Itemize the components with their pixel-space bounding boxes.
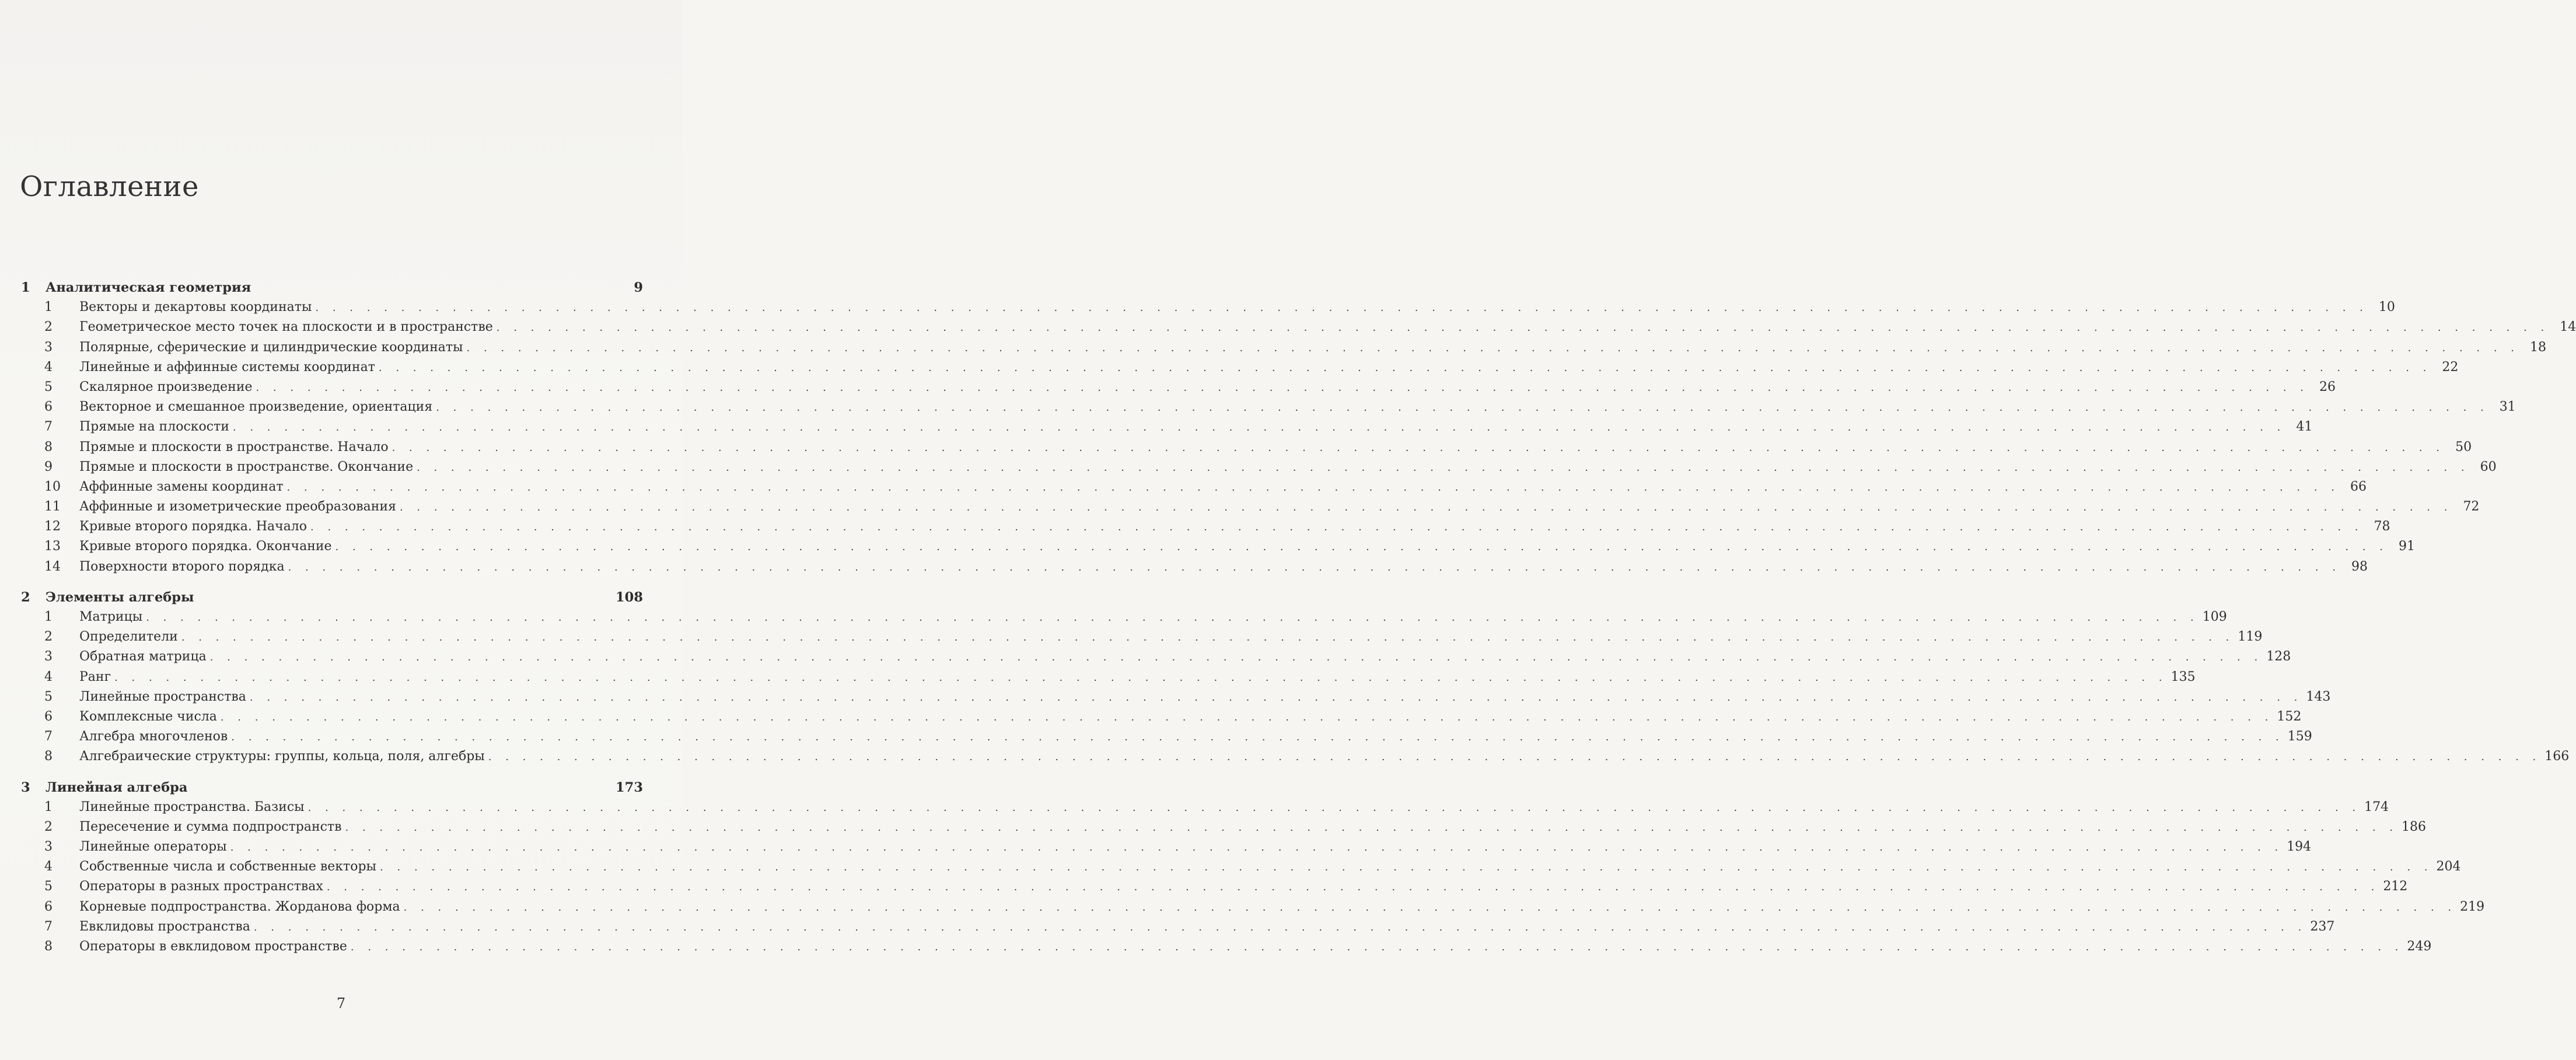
section-number: 7 <box>44 919 53 934</box>
dot-leader: . . . . . . . . . . . . . . . . . . . . . . . . . . . . . . . . . . . . . . . . . . . . . . . . . . . . . . . . . . . . . . . . . . . . . . . . . . . . . . . . . . . . . . . . . . . . . . . . . . . . . . . . . . . . . . . . . . . . . . . . <box>310 521 2364 534</box>
section-number: 6 <box>44 709 53 724</box>
section-entry[interactable] <box>21 497 2480 517</box>
section-number: 1 <box>44 610 53 624</box>
section-entry[interactable] <box>21 647 2291 667</box>
section-title: Корневые подпространства. Жорданова форма <box>79 899 400 914</box>
chapter-page-number: 173 <box>616 779 643 795</box>
section-page-number: 237 <box>2310 919 2335 934</box>
section-title: Прямые и плоскости в пространстве. Начало <box>79 439 389 454</box>
section-number: 8 <box>44 439 53 454</box>
section-title: Обратная матрица <box>79 649 207 664</box>
section-title: Операторы в разных пространствах <box>79 879 323 894</box>
section-page-number: 212 <box>2383 879 2408 894</box>
section-page-number: 194 <box>2287 839 2312 855</box>
section-page-number: 18 <box>2530 340 2547 355</box>
chapter-block <box>21 778 2485 957</box>
section-entry[interactable] <box>21 537 2416 557</box>
section-page-number: 72 <box>2463 499 2480 515</box>
section-entry[interactable] <box>21 377 2336 397</box>
section-page-number: 22 <box>2442 359 2459 375</box>
section-entry[interactable] <box>21 517 2390 537</box>
section-page-number: 31 <box>2499 400 2516 415</box>
section-page-number: 91 <box>2399 539 2416 554</box>
section-page-number: 50 <box>2455 439 2472 454</box>
section-title: Операторы в евклидовом пространстве <box>79 939 347 954</box>
section-page-number: 60 <box>2480 459 2497 474</box>
section-number: 8 <box>44 749 53 764</box>
section-title: Скалярное произведение <box>79 379 253 394</box>
dot-leader: . . . . . . . . . . . . . . . . . . . . . . . . . . . . . . . . . . . . . . . . . . . . . . . . . . . . . . . . . . . . . . . . . . . . . . . . . . . . . . . . . . . . . . . . . . . . . . . . . . . . . . . . . . . . . . . . . . . . . . . . <box>307 801 2361 814</box>
section-title: Линейные пространства. Базисы <box>79 799 305 814</box>
section-title: Поверхности второго порядка <box>79 559 285 574</box>
section-page-number: 98 <box>2351 559 2368 574</box>
section-page-number: 26 <box>2319 379 2336 394</box>
section-entry[interactable] <box>21 358 2459 377</box>
section-entry[interactable] <box>21 937 2432 957</box>
chapter-number: 2 <box>21 589 30 605</box>
chapter-entry[interactable] <box>21 278 643 298</box>
dot-leader: . . . . . . . . . . . . . . . . . . . . . . . . . . . . . . . . . . . . . . . . . . . . . . . . . . . . . . . . . . . . . . . . . . . . . . . . . . . . . . . . . . . . . . . . . . . . . . . . . . . . . . . . . . . . . . . . . . . . . . . . <box>345 821 2398 834</box>
section-title: Векторное и смешанное произведение, ориентация <box>79 400 433 415</box>
section-title: Полярные, сферические и цилиндрические координаты <box>79 340 463 355</box>
dot-leader: . . . . . . . . . . . . . . . . . . . . . . . . . . . . . . . . . . . . . . . . . . . . . . . . . . . . . . . . . . . . . . . . . . . . . . . . . . . . . . . . . . . . . . . . . . . . . . . . . . . . . . . . . . . . . . . . . . . . . . . . <box>230 841 2284 854</box>
dot-leader: . . . . . . . . . . . . . . . . . . . . . . . . . . . . . . . . . . . . . . . . . . . . . . . . . . . . . . . . . . . . . . . . . . . . . . . . . . . . . . . . . . . . . . . . . . . . . . . . . . . . . . . . . . . . . . . . . . . . . . . . <box>380 861 2433 874</box>
section-number: 5 <box>44 379 53 394</box>
section-entry[interactable] <box>21 877 2408 897</box>
table-of-contents <box>21 278 2576 967</box>
chapter-entry[interactable] <box>21 778 643 797</box>
section-title: Прямые и плоскости в пространстве. Окончание <box>79 459 414 474</box>
section-entry[interactable] <box>21 417 2313 437</box>
section-title: Геометрическое место точек на плоскости и в пространстве <box>79 320 493 335</box>
section-entry[interactable] <box>21 667 2196 687</box>
section-title: Алгебраические структуры: группы, кольца, поля, алгебры <box>79 749 485 764</box>
section-page-number: 14 <box>2560 320 2576 335</box>
chapter-page-number: 9 <box>634 280 643 295</box>
section-page-number: 119 <box>2238 629 2263 645</box>
section-page-number: 135 <box>2170 669 2196 684</box>
dot-leader: . . . . . . . . . . . . . . . . . . . . . . . . . . . . . . . . . . . . . . . . . . . . . . . . . . . . . . . . . . . . . . . . . . . . . . . . . . . . . . . . . . . . . . . . . . . . . . . . . . . . . . . . . . . . . . . . . . . . . . . . <box>146 611 2199 624</box>
chapter-title: Элементы алгебры <box>46 589 194 605</box>
section-entry[interactable] <box>21 557 2368 577</box>
page-title: Оглавление <box>20 170 199 203</box>
dot-leader: . . . . . . . . . . . . . . . . . . . . . . . . . . . . . . . . . . . . . . . . . . . . . . . . . . . . . . . . . . . . . . . . . . . . . . . . . . . . . . . . . . . . . . . . . . . . . . . . . . . . . . . . . . . . . . . . . . . . . . . . <box>232 421 2286 434</box>
section-entry[interactable] <box>21 817 2426 837</box>
section-title: Линейные пространства <box>79 689 246 704</box>
dot-leader: . . . . . . . . . . . . . . . . . . . . . . . . . . . . . . . . . . . . . . . . . . . . . . . . . . . . . . . . . . . . . . . . . . . . . . . . . . . . . . . . . . . . . . . . . . . . . . . . . . . . . . . . . . . . . . . . . . . . . . . . <box>488 751 2542 764</box>
dot-leader: . . . . . . . . . . . . . . . . . . . . . . . . . . . . . . . . . . . . . . . . . . . . . . . . . . . . . . . . . . . . . . . . . . . . . . . . . . . . . . . . . . . . . . . . . . . . . . . . . . . . . . . . . . . . . . . . . . . . . . . . <box>315 302 2368 314</box>
section-page-number: 166 <box>2544 749 2570 764</box>
section-number: 2 <box>44 320 53 335</box>
dot-leader: . . . . . . . . . . . . . . . . . . . . . . . . . . . . . . . . . . . . . . . . . . . . . . . . . . . . . . . . . . . . . . . . . . . . . . . . . . . . . . . . . . . . . . . . . . . . . . . . . . . . . . . . . . . . . . . . . . . . . . . . <box>220 711 2274 723</box>
section-entry[interactable] <box>21 857 2461 877</box>
dot-leader: . . . . . . . . . . . . . . . . . . . . . . . . . . . . . . . . . . . . . . . . . . . . . . . . . . . . . . . . . . . . . . . . . . . . . . . . . . . . . . . . . . . . . . . . . . . . . . . . . . . . . . . . . . . . . . . . . . . . . . . . <box>417 461 2470 474</box>
section-page-number: 66 <box>2350 479 2367 494</box>
section-number: 6 <box>44 899 53 914</box>
section-number: 3 <box>44 649 53 664</box>
section-number: 7 <box>44 729 53 744</box>
section-page-number: 159 <box>2287 729 2312 744</box>
dot-leader: . . . . . . . . . . . . . . . . . . . . . . . . . . . . . . . . . . . . . . . . . . . . . . . . . . . . . . . . . . . . . . . . . . . . . . . . . . . . . . . . . . . . . . . . . . . . . . . . . . . . . . . . . . . . . . . . . . . . . . . . <box>209 651 2263 664</box>
section-entry[interactable] <box>21 747 2570 767</box>
dot-leader: . . . . . . . . . . . . . . . . . . . . . . . . . . . . . . . . . . . . . . . . . . . . . . . . . . . . . . . . . . . . . . . . . . . . . . . . . . . . . . . . . . . . . . . . . . . . . . . . . . . . . . . . . . . . . . . . . . . . . . . . <box>335 541 2389 554</box>
section-entry[interactable] <box>21 298 2395 317</box>
section-number: 2 <box>44 629 53 645</box>
section-title: Евклидовы пространства <box>79 919 250 934</box>
page-number: 7 <box>336 995 346 1012</box>
section-page-number: 41 <box>2296 419 2313 435</box>
section-number: 1 <box>44 799 53 814</box>
dot-leader: . . . . . . . . . . . . . . . . . . . . . . . . . . . . . . . . . . . . . . . . . . . . . . . . . . . . . . . . . . . . . . . . . . . . . . . . . . . . . . . . . . . . . . . . . . . . . . . . . . . . . . . . . . . . . . . . . . . . . . . . <box>249 691 2303 704</box>
section-number: 5 <box>44 879 53 894</box>
section-title: Прямые на плоскости <box>79 419 229 435</box>
section-title: Линейные операторы <box>79 839 227 855</box>
section-title: Аффинные замены координат <box>79 479 284 494</box>
section-entry[interactable] <box>21 727 2312 747</box>
dot-leader: . . . . . . . . . . . . . . . . . . . . . . . . . . . . . . . . . . . . . . . . . . . . . . . . . . . . . . . . . . . . . . . . . . . . . . . . . . . . . . . . . . . . . . . . . . . . . . . . . . . . . . . . . . . . . . . . . . . . . . . . <box>181 631 2235 644</box>
section-page-number: 219 <box>2460 899 2485 914</box>
section-page-number: 128 <box>2266 649 2291 664</box>
section-title: Определители <box>79 629 178 645</box>
section-entry[interactable] <box>21 837 2312 857</box>
chapter-number: 3 <box>21 779 30 795</box>
section-number: 13 <box>44 539 61 554</box>
section-title: Комплексные числа <box>79 709 217 724</box>
section-entry[interactable] <box>21 707 2302 727</box>
section-page-number: 174 <box>2364 799 2389 814</box>
dot-leader: . . . . . . . . . . . . . . . . . . . . . . . . . . . . . . . . . . . . . . . . . . . . . . . . . . . . . . . . . . . . . . . . . . . . . . . . . . . . . . . . . . . . . . . . . . . . . . . . . . . . . . . . . . . . . . . . . . . . . . . . <box>231 731 2284 744</box>
section-title: Ранг <box>79 669 111 684</box>
section-number: 5 <box>44 689 53 704</box>
section-page-number: 109 <box>2202 610 2227 624</box>
dot-leader: . . . . . . . . . . . . . . . . . . . . . . . . . . . . . . . . . . . . . . . . . . . . . . . . . . . . . . . . . . . . . . . . . . . . . . . . . . . . . . . . . . . . . . . . . . . . . . . . . . . . . . . . . . . . . . . . . . . . . . . . <box>436 401 2489 414</box>
section-entry[interactable] <box>21 797 2389 817</box>
section-number: 4 <box>44 359 53 375</box>
dot-leader: . . . . . . . . . . . . . . . . . . . . . . . . . . . . . . . . . . . . . . . . . . . . . . . . . . . . . . . . . . . . . . . . . . . . . . . . . . . . . . . . . . . . . . . . . . . . . . . . . . . . . . . . . . . . . . . . . . . . . . . . <box>403 901 2457 914</box>
section-number: 3 <box>44 340 53 355</box>
section-title: Матрицы <box>79 610 143 624</box>
section-entry[interactable] <box>21 438 2472 457</box>
section-number: 3 <box>44 839 53 855</box>
section-number: 7 <box>44 419 53 435</box>
section-number: 14 <box>44 559 61 574</box>
dot-leader: . . . . . . . . . . . . . . . . . . . . . . . . . . . . . . . . . . . . . . . . . . . . . . . . . . . . . . . . . . . . . . . . . . . . . . . . . . . . . . . . . . . . . . . . . . . . . . . . . . . . . . . . . . . . . . . . . . . . . . . . <box>350 941 2404 953</box>
dot-leader: . . . . . . . . . . . . . . . . . . . . . . . . . . . . . . . . . . . . . . . . . . . . . . . . . . . . . . . . . . . . . . . . . . . . . . . . . . . . . . . . . . . . . . . . . . . . . . . . . . . . . . . . . . . . . . . . . . . . . . . . <box>399 501 2453 514</box>
dot-leader: . . . . . . . . . . . . . . . . . . . . . . . . . . . . . . . . . . . . . . . . . . . . . . . . . . . . . . . . . . . . . . . . . . . . . . . . . . . . . . . . . . . . . . . . . . . . . . . . . . . . . . . . . . . . . . . . . . . . . . . . <box>114 671 2168 684</box>
section-entry[interactable] <box>21 477 2367 497</box>
dot-leader: . . . . . . . . . . . . . . . . . . . . . . . . . . . . . . . . . . . . . . . . . . . . . . . . . . . . . . . . . . . . . . . . . . . . . . . . . . . . . . . . . . . . . . . . . . . . . . . . . . . . . . . . . . . . . . . . . . . . . . . . <box>253 921 2307 933</box>
section-page-number: 78 <box>2374 519 2390 534</box>
section-page-number: 143 <box>2306 689 2331 704</box>
section-entry[interactable] <box>21 687 2331 707</box>
chapter-title: Линейная алгебра <box>46 779 188 795</box>
section-number: 12 <box>44 519 61 534</box>
section-number: 9 <box>44 459 53 474</box>
chapter-title: Аналитическая геометрия <box>46 280 251 295</box>
section-entry[interactable] <box>21 397 2516 417</box>
section-page-number: 152 <box>2277 709 2302 724</box>
section-entry[interactable] <box>21 317 2576 337</box>
dot-leader: . . . . . . . . . . . . . . . . . . . . . . . . . . . . . . . . . . . . . . . . . . . . . . . . . . . . . . . . . . . . . . . . . . . . . . . . . . . . . . . . . . . . . . . . . . . . . . . . . . . . . . . . . . . . . . . . . . . . . . . . <box>378 361 2432 374</box>
section-title: Векторы и декартовы координаты <box>79 300 312 315</box>
chapter-entry[interactable] <box>21 587 643 607</box>
chapter-page-number: 108 <box>616 589 643 605</box>
section-number: 11 <box>44 499 61 515</box>
section-title: Собственные числа и собственные векторы <box>79 859 377 874</box>
section-title: Пересечение и сумма подпространств <box>79 819 342 834</box>
section-title: Кривые второго порядка. Начало <box>79 519 307 534</box>
section-page-number: 186 <box>2401 819 2426 834</box>
section-page-number: 10 <box>2378 300 2395 315</box>
dot-leader: . . . . . . . . . . . . . . . . . . . . . . . . . . . . . . . . . . . . . . . . . . . . . . . . . . . . . . . . . . . . . . . . . . . . . . . . . . . . . . . . . . . . . . . . . . . . . . . . . . . . . . . . . . . . . . . . . . . . . . . . <box>392 441 2445 454</box>
dot-leader: . . . . . . . . . . . . . . . . . . . . . . . . . . . . . . . . . . . . . . . . . . . . . . . . . . . . . . . . . . . . . . . . . . . . . . . . . . . . . . . . . . . . . . . . . . . . . . . . . . . . . . . . . . . . . . . . . . . . . . . . <box>326 881 2380 894</box>
dot-leader: . . . . . . . . . . . . . . . . . . . . . . . . . . . . . . . . . . . . . . . . . . . . . . . . . . . . . . . . . . . . . . . . . . . . . . . . . . . . . . . . . . . . . . . . . . . . . . . . . . . . . . . . . . . . . . . . . . . . . . . . <box>286 481 2340 494</box>
section-entry[interactable] <box>21 897 2485 917</box>
section-entry[interactable] <box>21 607 2227 627</box>
section-number: 1 <box>44 300 53 315</box>
section-page-number: 249 <box>2407 939 2432 954</box>
chapter-number: 1 <box>21 280 30 295</box>
section-number: 10 <box>44 479 61 494</box>
dot-leader: . . . . . . . . . . . . . . . . . . . . . . . . . . . . . . . . . . . . . . . . . . . . . . . . . . . . . . . . . . . . . . . . . . . . . . . . . . . . . . . . . . . . . . . . . . . . . . . . . . . . . . . . . . . . . . . . . . . . . . . . <box>256 381 2309 394</box>
dot-leader: . . . . . . . . . . . . . . . . . . . . . . . . . . . . . . . . . . . . . . . . . . . . . . . . . . . . . . . . . . . . . . . . . . . . . . . . . . . . . . . . . . . . . . . . . . . . . . . . . . . . . . . . . . . . . . . . . . . . . . . . <box>496 321 2550 334</box>
dot-leader: . . . . . . . . . . . . . . . . . . . . . . . . . . . . . . . . . . . . . . . . . . . . . . . . . . . . . . . . . . . . . . . . . . . . . . . . . . . . . . . . . . . . . . . . . . . . . . . . . . . . . . . . . . . . . . . . . . . . . . . . <box>288 561 2341 573</box>
section-title: Алгебра многочленов <box>79 729 228 744</box>
section-number: 2 <box>44 819 53 834</box>
section-entry[interactable] <box>21 457 2497 477</box>
section-entry[interactable] <box>21 627 2263 647</box>
section-page-number: 204 <box>2436 859 2461 874</box>
section-number: 6 <box>44 400 53 415</box>
section-number: 8 <box>44 939 53 954</box>
section-entry[interactable] <box>21 338 2547 358</box>
section-title: Линейные и аффинные системы координат <box>79 359 375 375</box>
chapter-block <box>21 587 2570 767</box>
section-number: 4 <box>44 859 53 874</box>
section-entry[interactable] <box>21 917 2335 937</box>
chapter-block <box>21 278 2576 577</box>
section-title: Кривые второго порядка. Окончание <box>79 539 332 554</box>
dot-leader: . . . . . . . . . . . . . . . . . . . . . . . . . . . . . . . . . . . . . . . . . . . . . . . . . . . . . . . . . . . . . . . . . . . . . . . . . . . . . . . . . . . . . . . . . . . . . . . . . . . . . . . . . . . . . . . . . . . . . . . . <box>466 341 2520 354</box>
section-number: 4 <box>44 669 53 684</box>
section-title: Аффинные и изометрические преобразования <box>79 499 396 515</box>
